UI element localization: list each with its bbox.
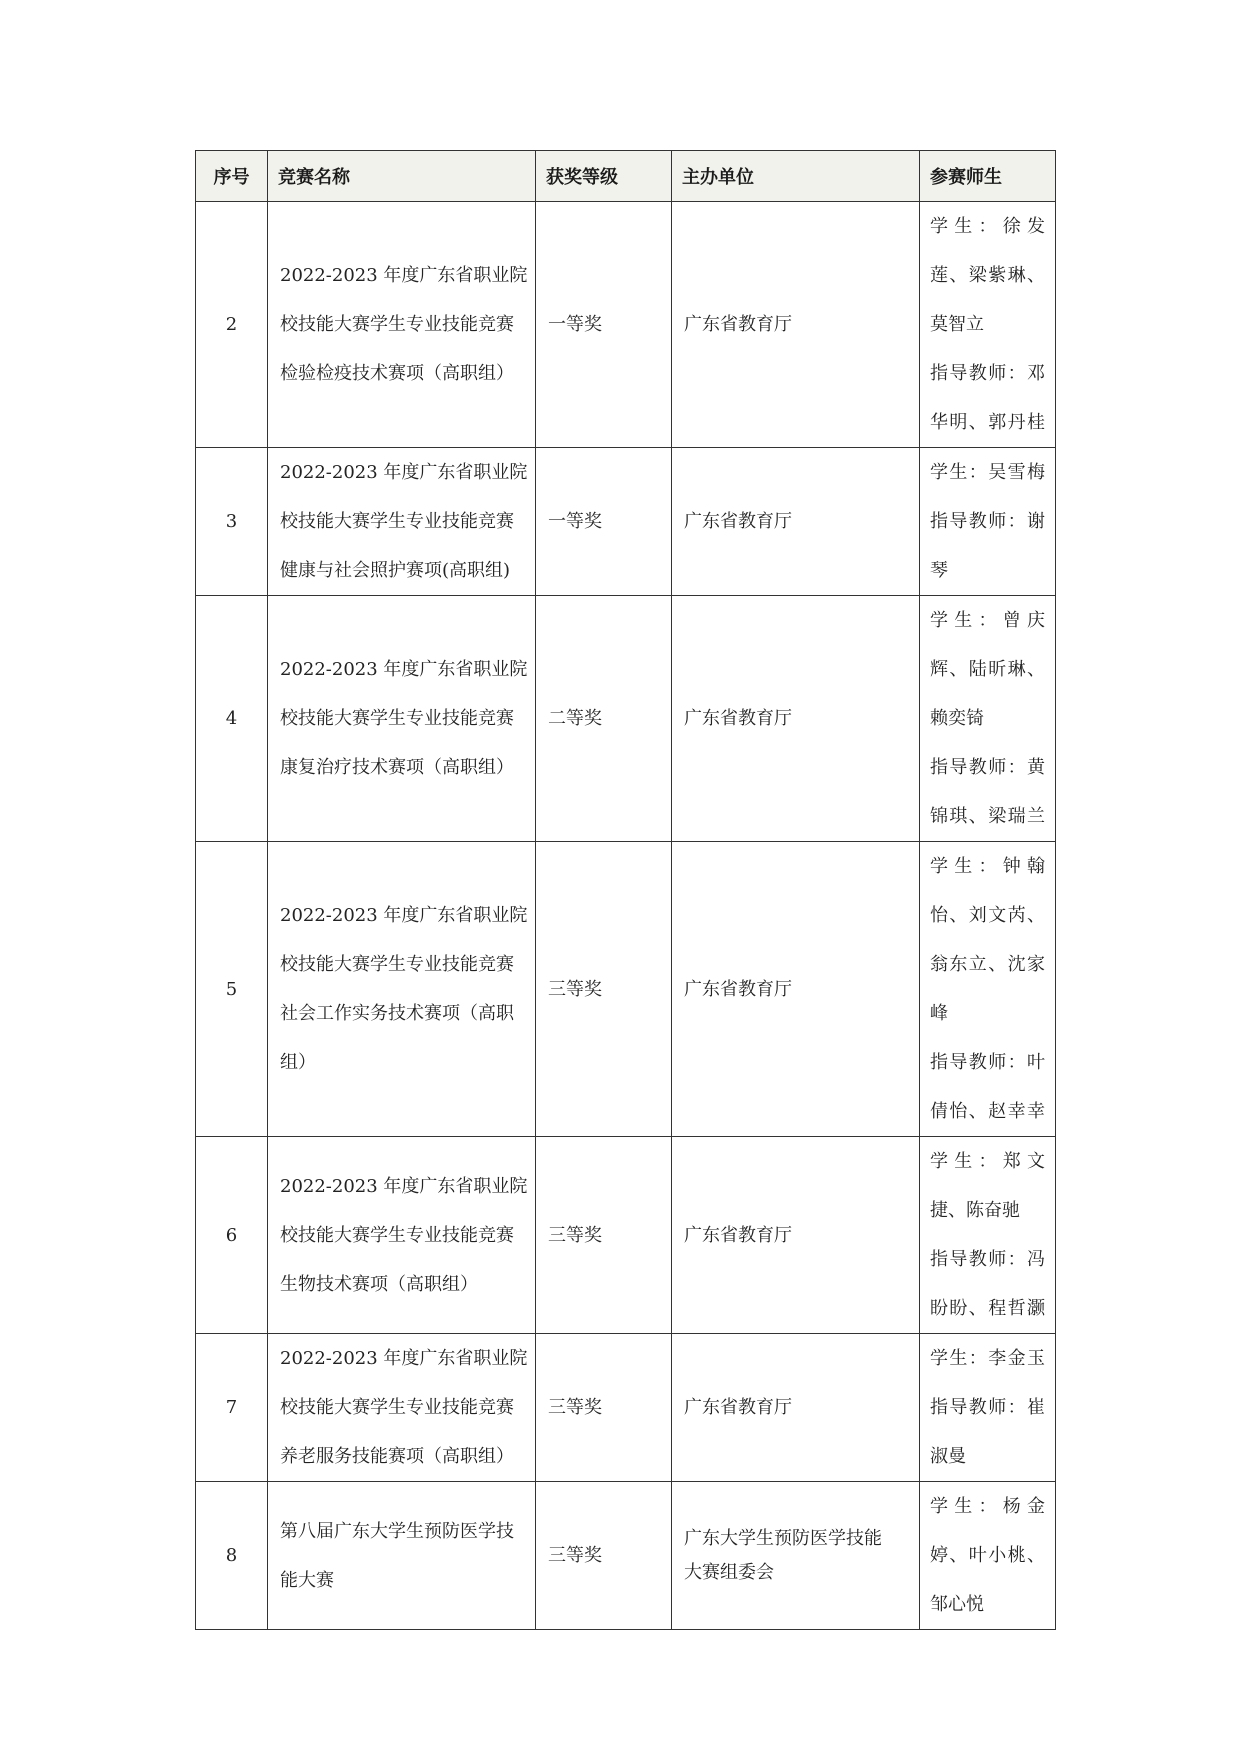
competition-name-line: 组） [280,1052,316,1073]
competition-name-line: 校技能大赛学生专业技能竞赛 [280,708,514,729]
competition-name-line: 校技能大赛学生专业技能竞赛 [280,314,514,335]
participants-line: 莲、梁紫琳、 [930,265,1045,286]
participants-line: 指导教师：谢 [930,511,1045,532]
competition-name-line: 养老服务技能赛项（高职组） [280,1446,514,1467]
participants-line: 莫智立 [930,314,984,335]
organizer-line: 广东省教育厅 [684,978,792,1000]
participants-cell [920,1334,1056,1482]
participants-line: 学 生 ： 郑 文 [930,1151,1045,1172]
row-index: 6 [196,1137,268,1334]
award-level-cell: 一等奖 [536,448,672,596]
competition-name-line: 2022-2023 年度广东省职业院 [280,659,528,680]
participants-line: 盼盼、程哲灏 [930,1298,1045,1319]
row-index: 5 [196,842,268,1137]
organizer-line: 广东省教育厅 [684,511,792,532]
document-page [195,150,1055,1630]
competition-name-cell [268,202,536,448]
participants-line: 学 生 ： 钟 翰 [930,856,1045,877]
competition-name-line: 2022-2023 年度广东省职业院 [280,462,528,483]
table-row [196,596,1056,842]
participants-line: 锦琪、梁瑞兰 [930,806,1045,827]
participants-line: 学生：李金玉 [930,1348,1045,1369]
competition-name-cell [268,448,536,596]
award-level-cell: 一等奖 [536,202,672,448]
participants-cell [920,842,1056,1137]
participants-cell [920,1137,1056,1334]
competition-name-line: 2022-2023 年度广东省职业院 [280,1175,528,1197]
header-index: 序号 [196,151,268,202]
participants-line: 婷、叶小桃、 [930,1545,1045,1566]
header-competition-name: 竞赛名称 [268,151,536,202]
participants-line: 指导教师：叶 [930,1052,1045,1073]
table-row [196,842,1056,1137]
participants-line: 辉、陆昕琳、 [930,659,1045,680]
participants-line: 翁东立、沈家 [930,954,1045,975]
competition-name-line: 2022-2023 年度广东省职业院 [280,1348,528,1369]
award-level-cell: 三等奖 [536,1137,672,1334]
participants-line: 赖奕锜 [930,708,984,729]
competition-name-cell [268,596,536,842]
participants-cell [920,448,1056,596]
participants-line: 倩怡、赵幸幸 [930,1101,1045,1122]
table-row [196,1334,1056,1482]
awards-table [195,150,1056,1630]
table-header-row [196,151,1056,202]
organizer-line: 大赛组委会 [684,1561,774,1583]
participants-line: 学 生 ： 徐 发 [930,216,1045,237]
organizer-line: 广东省教育厅 [684,1224,792,1246]
competition-name-line: 校技能大赛学生专业技能竞赛 [280,954,514,975]
participants-line: 怡、刘文芮、 [930,905,1045,926]
award-level-cell: 三等奖 [536,1334,672,1482]
organizer-cell [672,842,920,1137]
competition-name-line: 校技能大赛学生专业技能竞赛 [280,1224,514,1246]
participants-line: 捷、陈奋驰 [930,1200,1020,1221]
competition-name-line: 康复治疗技术赛项（高职组） [280,757,514,778]
competition-name-line: 2022-2023 年度广东省职业院 [280,905,528,926]
table-row [196,448,1056,596]
organizer-cell [672,1137,920,1334]
organizer-cell [672,1482,920,1630]
competition-name-cell [268,1482,536,1630]
row-index: 2 [196,202,268,448]
participants-line: 学生：吴雪梅 [930,462,1045,483]
organizer-cell [672,1334,920,1482]
competition-name-cell [268,1334,536,1482]
award-level-cell: 三等奖 [536,1482,672,1630]
competition-name-line: 第八届广东大学生预防医学技 [280,1520,514,1542]
organizer-line: 广东省教育厅 [684,314,792,335]
participants-line: 琴 [930,560,948,581]
participants-line: 峰 [930,1003,948,1024]
award-level-cell: 二等奖 [536,596,672,842]
competition-name-cell [268,1137,536,1334]
competition-name-line: 健康与社会照护赛项(高职组) [280,560,511,581]
participants-line: 学 生 ： 曾 庆 [930,610,1045,631]
header-participants: 参赛师生 [920,151,1056,202]
competition-name-line: 校技能大赛学生专业技能竞赛 [280,1397,514,1418]
participants-line: 华明、郭丹桂 [930,412,1045,433]
organizer-line: 广东省教育厅 [684,1397,792,1418]
header-award-level: 获奖等级 [536,151,672,202]
participants-cell [920,596,1056,842]
competition-name-line: 社会工作实务技术赛项（高职 [280,1003,514,1024]
organizer-line: 广东大学生预防医学技能 [684,1527,882,1549]
participants-line: 邹心悦 [930,1594,984,1615]
row-index: 3 [196,448,268,596]
table-row [196,1482,1056,1630]
award-level-cell: 三等奖 [536,842,672,1137]
organizer-cell [672,596,920,842]
table-row [196,202,1056,448]
participants-line: 指导教师：黄 [930,757,1045,778]
participants-line: 指导教师：冯 [930,1249,1045,1270]
participants-line: 指导教师：邓 [930,363,1045,384]
organizer-line: 广东省教育厅 [684,708,792,729]
table-row [196,1137,1056,1334]
organizer-cell [672,202,920,448]
competition-name-line: 能大赛 [280,1569,334,1591]
participants-line: 淑曼 [930,1446,966,1467]
competition-name-line: 检验检疫技术赛项（高职组） [280,363,514,384]
row-index: 7 [196,1334,268,1482]
participants-cell [920,1482,1056,1630]
row-index: 4 [196,596,268,842]
participants-line: 学 生 ： 杨 金 [930,1496,1045,1517]
participants-line: 指导教师：崔 [930,1397,1045,1418]
competition-name-line: 生物技术赛项（高职组） [280,1273,478,1295]
header-organizer: 主办单位 [672,151,920,202]
competition-name-line: 2022-2023 年度广东省职业院 [280,265,528,286]
organizer-cell [672,448,920,596]
row-index: 8 [196,1482,268,1630]
competition-name-line: 校技能大赛学生专业技能竞赛 [280,511,514,532]
competition-name-cell [268,842,536,1137]
participants-cell [920,202,1056,448]
